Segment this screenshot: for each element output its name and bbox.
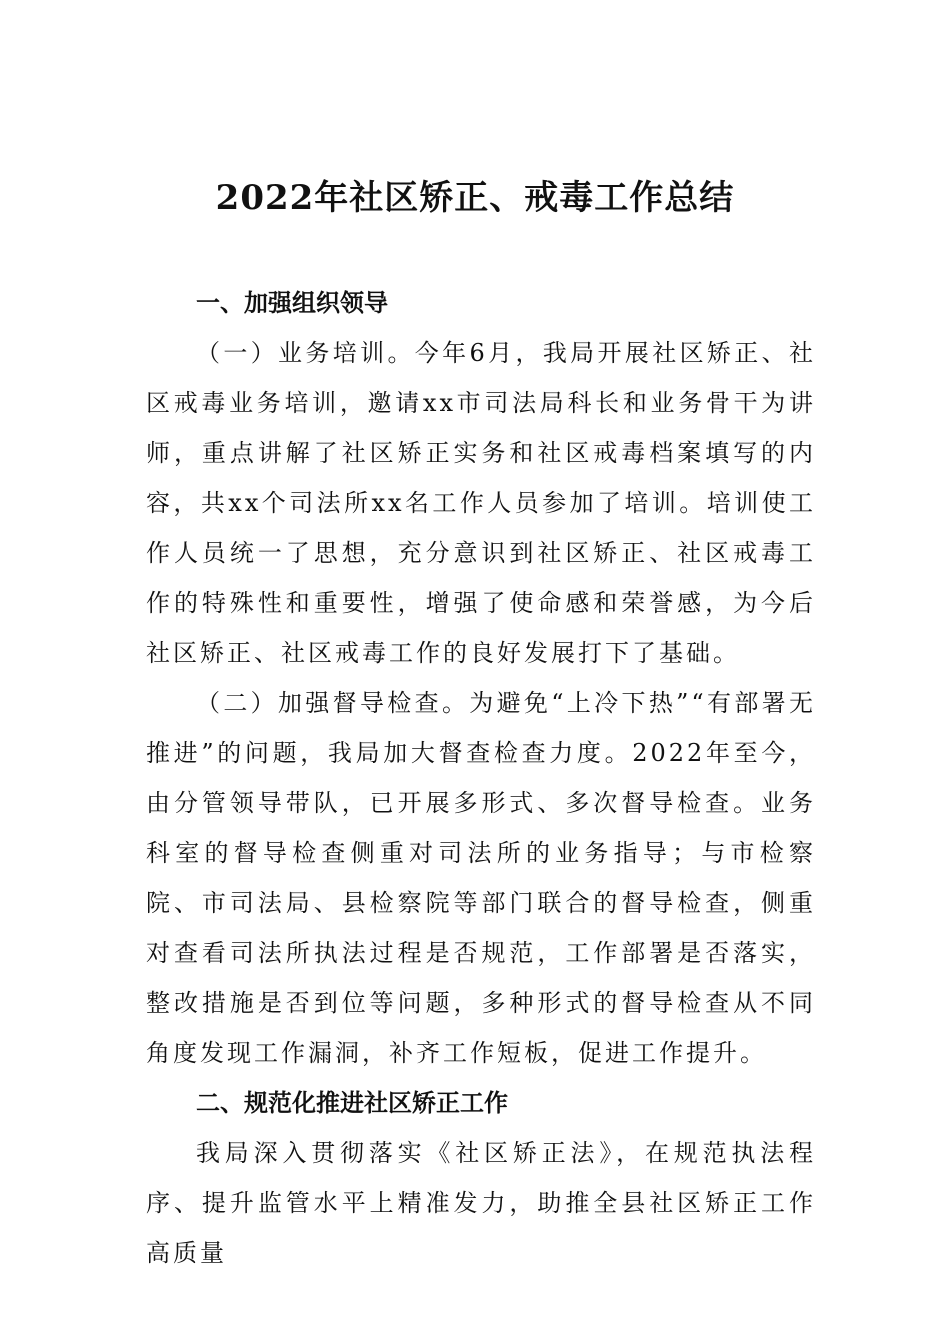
paragraph-business-training: （一）业务培训。今年6月，我局开展社区矫正、社区戒毒业务培训，邀请xx市司法局科长和业务骨干为讲师，重点讲解了社区矫正实务和社区戒毒档案填写的内容，共xx个司法所xx名工作人员参加了培训。培训使工作人员统一了思想，充分意识到社区矫正、社区戒毒工作的特殊性和重要性，增强了使命感和荣誉感，为今后社区矫正、社区戒毒工作的良好发展打下了基础。	[146, 339, 816, 667]
document-body	[146, 278, 816, 1278]
paragraph-supervision-inspection: （二）加强督导检查。为避免“上冷下热”“有部署无推进”的问题，我局加大督查检查力度。2022年至今，由分管领导带队，已开展多形式、多次督导检查。业务科室的督导检查侧重对司法所的业务指导；与市检察院、市司法局、县检察院等部门联合的督导检查，侧重对查看司法所执法过程是否规范，工作部署是否落实，整改措施是否到位等问题，多种形式的督导检查从不同角度发现工作漏洞，补齐工作短板，促进工作提升。	[146, 689, 816, 1067]
document-title: 2022年社区矫正、戒毒工作总结	[215, 178, 735, 218]
section-heading-1: 一、加强组织领导	[196, 289, 388, 317]
section-heading-2: 二、规范化推进社区矫正工作	[196, 1089, 508, 1117]
paragraph-standardization: 我局深入贯彻落实《社区矫正法》，在规范执法程序、提升监管水平上精准发力，助推全县社区矫正工作高质量	[146, 1139, 816, 1267]
